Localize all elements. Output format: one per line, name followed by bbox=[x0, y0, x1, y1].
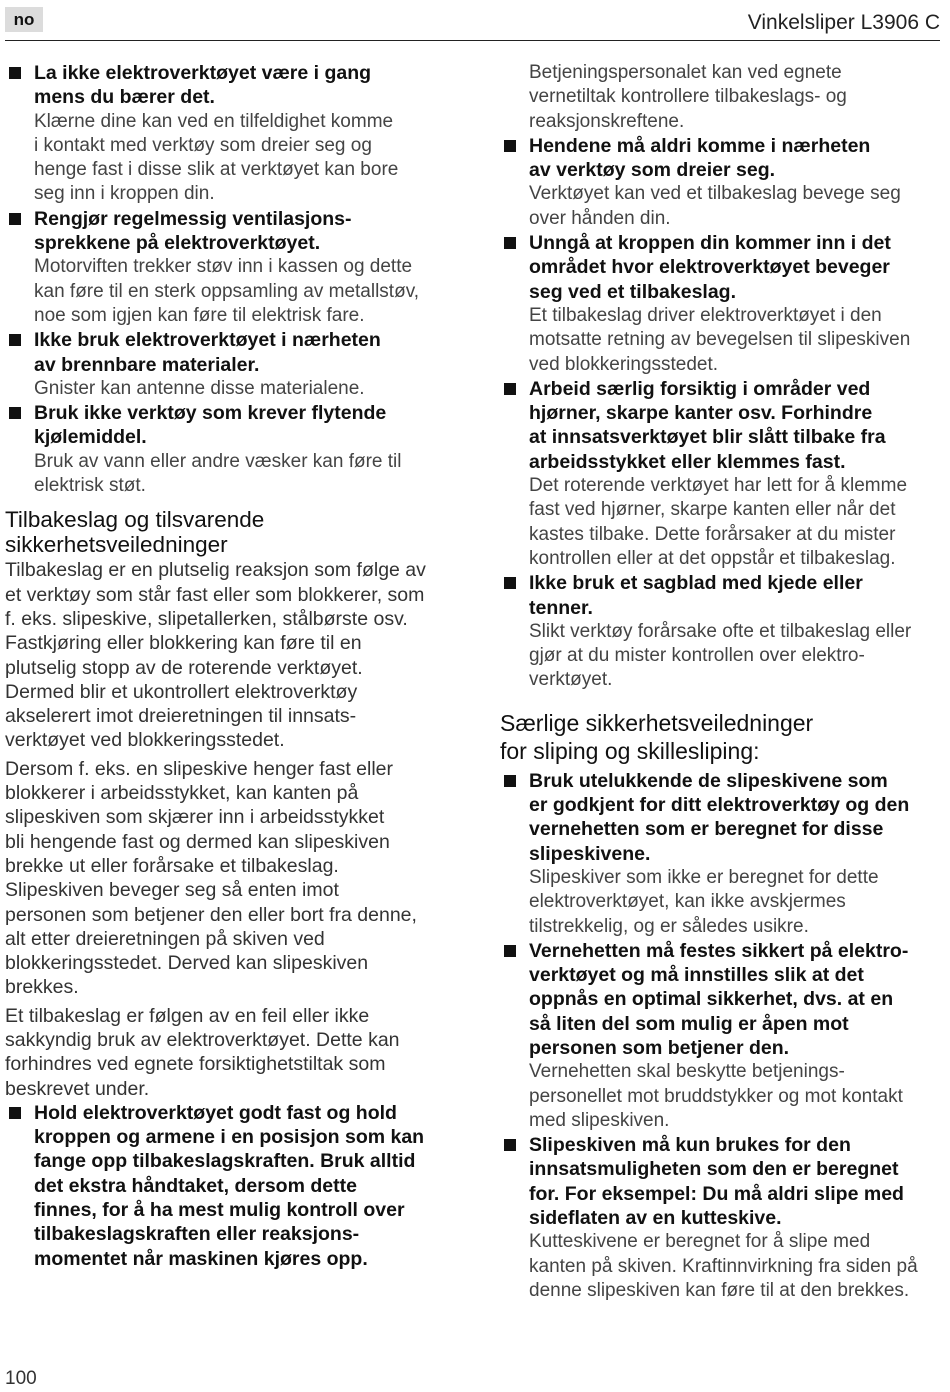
square-bullet-icon bbox=[504, 577, 516, 589]
list-item bbox=[500, 231, 940, 377]
header-divider bbox=[5, 40, 940, 41]
item-title: Bruk ikke verktøy som krever flytende kjølemiddel. bbox=[34, 402, 387, 449]
section-heading-kickback: Tilbakeslag og tilsvarende sikkerhetsveiledninger bbox=[5, 507, 265, 557]
item-body: Et tilbakeslag driver elektroverktøyet i den motsatte retning av bevegelsen til slipeskiven ved blokkeringsstedet. bbox=[529, 304, 911, 375]
square-bullet-icon bbox=[504, 237, 516, 249]
item-title: Arbeid særlig forsiktig i områder ved hjørner, skarpe kanter osv. Forhindre at innsatsverktøyet blir slått tilbake fra arbeidsstykket eller klemmes fast. bbox=[529, 377, 886, 473]
list-item bbox=[500, 1133, 940, 1303]
item-body: Verktøyet kan ved et tilbakeslag bevege seg over hånden din. bbox=[529, 183, 901, 229]
item-title: La ikke elektroverktøyet være i gang mens du bærer det. bbox=[34, 62, 372, 109]
item-title: Rengjør regelmessig ventilasjons- sprekkene på elektroverktøyet. bbox=[34, 207, 352, 255]
list-item bbox=[500, 769, 940, 939]
item-title: Unngå at kroppen din kommer inn i det området hvor elektroverktøyet beveger seg ved et tilbakeslag. bbox=[529, 232, 891, 303]
language-badge: no bbox=[5, 7, 43, 32]
square-bullet-icon bbox=[504, 775, 516, 787]
list-item bbox=[500, 134, 940, 231]
item-body: Kutteskivene er beregnet for å slipe med kanten på skiven. Kraftinnvirkning fra siden på denne slipeskiven kan føre til at den brekkes. bbox=[529, 1231, 918, 1301]
item-title: Ikke bruk et sagblad med kjede eller tenner. bbox=[529, 572, 863, 619]
item-body: Betjeningspersonalet kan ved egnete vernetiltak kontrollere tilbakeslags- og reaksjonskreftene. bbox=[529, 62, 847, 132]
square-bullet-icon bbox=[504, 1139, 516, 1151]
item-body: Det roterende verktøyet har lett for å klemme fast ved hjørner, skarpe kanten eller når det kastes tilbake. Dette forårsaker at du mister kontrollen eller at det oppstår et tilbakeslag. bbox=[529, 475, 908, 569]
item-title: Bruk utelukkende de slipeskivene som er godkjent for ditt elektroverktøy og den vernehetten som er beregnet for disse slipeskivene. bbox=[529, 769, 910, 865]
square-bullet-icon bbox=[9, 67, 21, 79]
right-column bbox=[500, 61, 940, 1303]
page-number: 100 bbox=[5, 1368, 37, 1389]
item-body: Motorviften trekker støv inn i kassen og dette kan føre til en sterk oppsamling av metallstøv, noe som igjen kan føre til elektrisk fare. bbox=[34, 256, 420, 326]
item-body: Klærne dine kan ved en tilfeldighet komme i kontakt med verktøy som dreier seg og henge fast i disse slik at verktøyet kan bore seg inn i kroppen din. bbox=[34, 110, 399, 205]
item-body: Gnister kan antenne disse materialene. bbox=[34, 377, 365, 399]
continued-text bbox=[500, 61, 940, 134]
square-bullet-icon bbox=[9, 1107, 21, 1119]
paragraph: Tilbakeslag er en plutselig reaksjon som følge av et verktøy som står fast eller som blokkerer, som f. eks. slipeskive, slipetallerken, stålbørste osv. Fastkjøring eller blokkering kan føre til en plutselig stopp av de roterende verktøyet. Dermed blir et ukontrollert elektroverktøy akselerert imot dreieretningen til innsats- verktøyet ved blokkeringsstedet. bbox=[5, 559, 426, 752]
square-bullet-icon bbox=[9, 213, 21, 225]
item-body: Vernehetten skal beskytte betjenings- personellet mot bruddstykker og mot kontakt med slipeskiven. bbox=[529, 1061, 903, 1131]
square-bullet-icon bbox=[504, 140, 516, 152]
item-title: Hendene må aldri komme i nærheten av verktøy som dreier seg. bbox=[529, 134, 871, 182]
document-title: Vinkelsliper L3906 C bbox=[747, 11, 940, 34]
item-title: Hold elektroverktøyet godt fast og hold kroppen og armene i en posisjon som kan fange opp tilbakeslagskraften. Bruk alltid det ekstra håndtaket, dersom dette finnes, for å ha mest mulig kontroll over tilbakeslagskraften eller reaksjons- momentet når maskinen kjøres opp. bbox=[34, 1101, 425, 1270]
left-column bbox=[5, 61, 445, 1271]
item-title: Ikke bruk elektroverktøyet i nærheten av brennbare materialer. bbox=[34, 329, 381, 376]
list-item bbox=[5, 1101, 445, 1271]
item-title: Vernehetten må festes sikkert på elektro- verktøyet og må innstilles slik at det oppnås en optimal sikkerhet, dvs. at en så liten del som mulig er åpen mot personen som betjener den. bbox=[529, 939, 909, 1059]
paragraph: Dersom f. eks. en slipeskive henger fast eller blokkerer i arbeidsstykket, kan kanten på slipeskiven som skjærer inn i arbeidsstykket bli hengende fast og dermed kan slipeskiven brekke ut eller forårsake et tilbakeslag. Slipeskiven beveger seg så enten imot personen som betjener den eller bort fra denne, alt etter dreieretningen på skiven ved blokkeringsstedet. Derved kan slipeskiven brekkes. bbox=[5, 757, 417, 999]
item-body: Slipeskiver som ikke er beregnet for dette elektroverktøyet, kan ikke avskjermes tilstrekkelig, og er således usikre. bbox=[529, 866, 879, 937]
item-body: Slikt verktøy forårsake ofte et tilbakeslag eller gjør at du mister kontrollen over elektro- verktøyet. bbox=[529, 620, 912, 691]
item-title: Slipeskiven må kun brukes for den innsatsmuligheten som den er beregnet for. For eksempel: Du må aldri slipe med sideflaten av en kutteskive. bbox=[529, 1134, 904, 1230]
square-bullet-icon bbox=[9, 334, 21, 346]
list-item bbox=[5, 61, 445, 207]
item-body: Bruk av vann eller andre væsker kan føre til elektrisk støt. bbox=[34, 450, 402, 497]
paragraph: Et tilbakeslag er følgen av en feil eller ikke sakkyndig bruk av elektroverktøyet. Dette kan forhindres ved egnete forsiktighetstiltak som beskrevet under. bbox=[5, 1004, 400, 1100]
list-item bbox=[500, 939, 940, 1133]
list-item bbox=[5, 207, 445, 328]
list-item bbox=[500, 571, 940, 692]
square-bullet-icon bbox=[504, 383, 516, 395]
list-item bbox=[5, 328, 445, 401]
list-item bbox=[500, 377, 940, 571]
square-bullet-icon bbox=[504, 945, 516, 957]
list-item bbox=[5, 401, 445, 498]
square-bullet-icon bbox=[9, 407, 21, 419]
section-heading-grinding: Særlige sikkerhetsveiledninger for sliping og skillesliping: bbox=[500, 709, 814, 764]
